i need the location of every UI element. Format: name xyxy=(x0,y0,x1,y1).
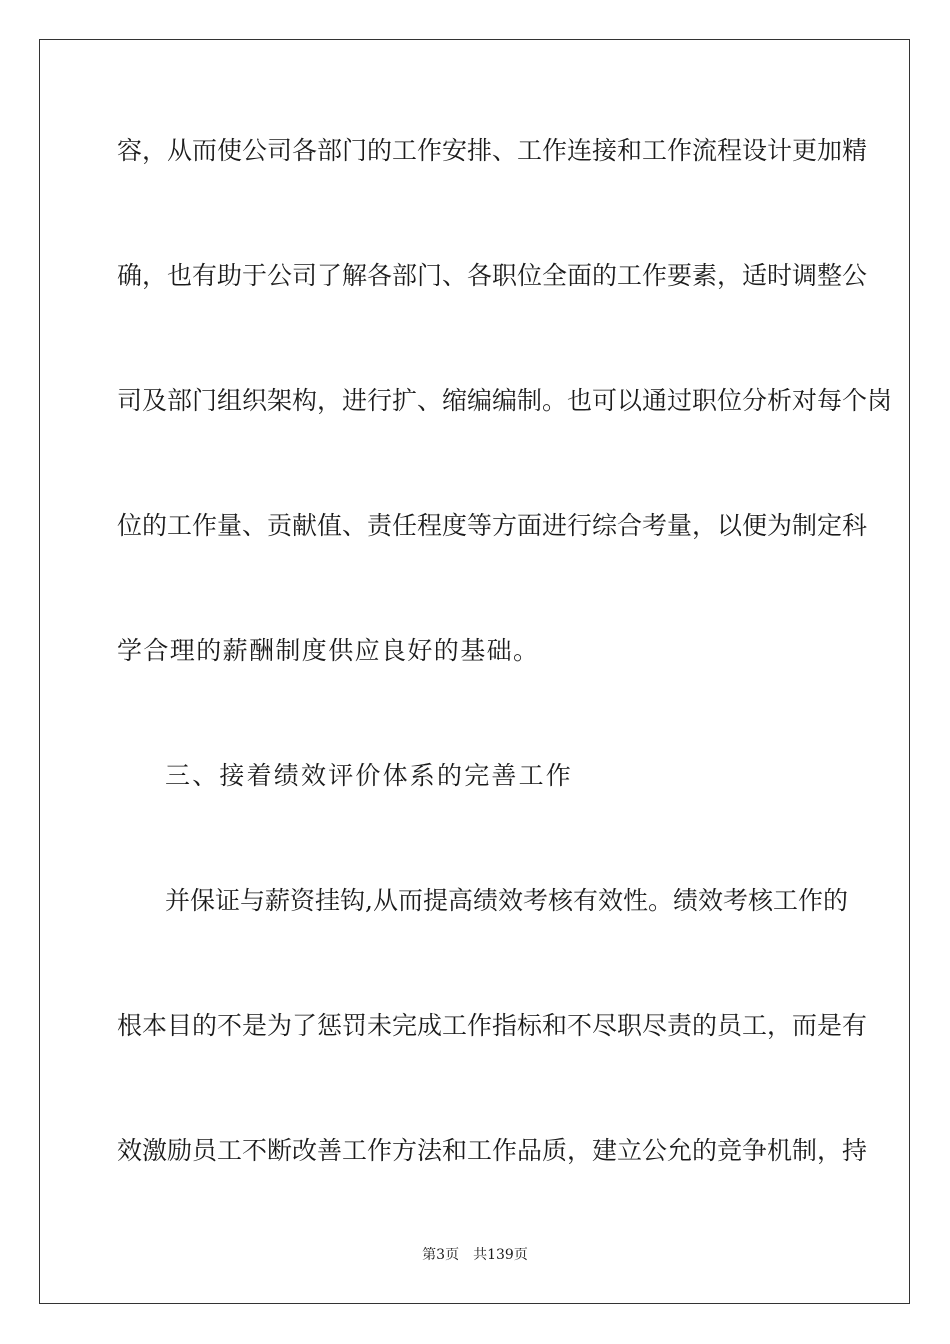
body-line-5: 学合理的薪酬制度供应良好的基础。 xyxy=(117,636,540,665)
body-line-9: 效激励员工不断改善工作方法和工作品质，建立公允的竞争机制，持 xyxy=(117,1136,868,1165)
body-line-8: 根本目的不是为了惩罚未完成工作指标和不尽职尽责的员工，而是有 xyxy=(117,1011,868,1040)
section-heading: 三、接着绩效评价体系的完善工作 xyxy=(165,761,574,790)
body-line-7: 并保证与薪资挂钩,从而提高绩效考核有效性。绩效考核工作的 xyxy=(165,886,848,915)
body-line-4: 位的工作量、贡献值、责任程度等方面进行综合考量，以便为制定科 xyxy=(117,511,868,540)
page-footer xyxy=(0,1246,950,1264)
page-border xyxy=(39,39,910,1304)
body-line-3: 司及部门组织架构，进行扩、缩编编制。也可以通过职位分析对每个岗 xyxy=(117,386,893,415)
page-number: 第3页 xyxy=(422,1247,460,1263)
body-line-1: 容，从而使公司各部门的工作安排、工作连接和工作流程设计更加精 xyxy=(117,136,868,165)
total-pages: 共139页 xyxy=(473,1247,528,1263)
body-line-2: 确，也有助于公司了解各部门、各职位全面的工作要素，适时调整公 xyxy=(117,261,868,290)
